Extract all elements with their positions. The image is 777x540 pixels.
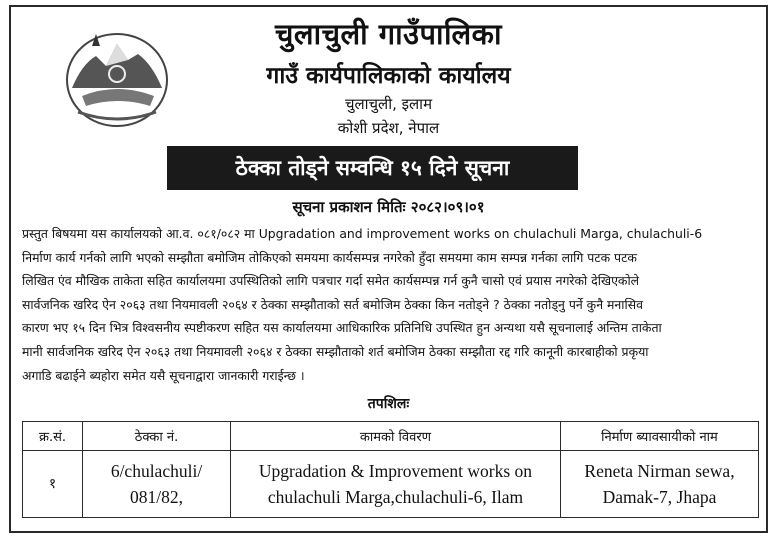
details-heading: तपशिलः	[367, 396, 410, 412]
paragraph-line: सार्वजनिक खरिद ऐन २०६३ तथा नियमावली २०६४ र ठेक्का सम्झौताको सर्त बमोजिम ठेक्का किन नतोड्ने ? ठेक्का नतोड्नु पर्ने कुनै मनासिव	[22, 296, 643, 312]
header-serial: क्र.सं.	[23, 422, 83, 451]
cell-serial: १	[23, 451, 83, 518]
contract-table	[22, 421, 759, 518]
paragraph-line: लिखित एंव मौखिक ताकेता सहित कार्यालयमा उपस्थितिको लागि पत्रचार गर्दा समेत कार्यसम्पन्न गर्न कुनै चासो एवं प्रयास नगरेको देखिएकोले	[22, 273, 640, 289]
cell-line: Upgradation & Improvement works on	[258, 461, 533, 481]
cell-line: Damak-7, Jhapa	[602, 487, 717, 507]
office-name: गाउँ कार्यपालिकाको कार्यालय	[266, 63, 511, 89]
header-contractor: निर्माण ब्यावसायीको नाम	[561, 422, 759, 451]
paragraph-line: अगाडि बढाईने ब्यहोरा समेत यसै सूचनाद्वारा जानकारी गराईन्छ ।	[22, 367, 305, 383]
paragraph-line: कारण भए १५ दिन भित्र विश्वसनीय स्पष्टीकरण सहित यस कार्यालयमा आधिकारिक प्रतिनिधि उपस्थित हुन अन्यथा यसै सूचनालाई अन्तिम ताकेता	[22, 320, 662, 336]
cell-line: 081/82,	[130, 487, 183, 507]
cell-contractor	[561, 451, 759, 518]
municipality-name: चुलाचुली गाउँपालिका	[275, 17, 502, 51]
province-line: कोशी प्रदेश, नेपाल	[337, 119, 440, 137]
paragraph-line: मानी सार्वजनिक खरिद ऐन २०६३ तथा नियमावली २०६४ र ठेक्का सम्झौताको शर्त बमोजिम ठेक्का सम्झौता रद्द गरि कानूनी कारबाहीको प्रकृया	[22, 343, 649, 359]
cell-line: chulachuli Marga,chulachuli-6, Ilam	[267, 487, 524, 507]
cell-line: 6/chulachuli/	[110, 461, 203, 481]
cell-description	[231, 451, 561, 518]
table-header-row	[23, 422, 759, 451]
header-description: कामको विवरण	[231, 422, 561, 451]
cell-line: Reneta Nirman sewa,	[584, 461, 735, 481]
notice-paragraph	[22, 222, 762, 387]
notice-title-banner: ठेक्का तोड्ने सम्वन्धि १५ दिने सूचना	[167, 146, 578, 190]
cell-contract-no	[83, 451, 231, 518]
paragraph-line: निर्माण कार्य गर्नको लागि भएको सम्झौता बमोजिम तोकिएको समयमा कार्यसम्पन्न नगरेको हुँदा समयमा काम सम्पन्न गर्नका लागि पटक पटक	[22, 249, 637, 265]
header-contract-no: ठेक्का नं.	[83, 422, 231, 451]
paragraph-line: प्रस्तुत बिषयमा यस कार्यालयको आ.व. ०८१/०८२ मा Upgradation and improvement works on chulachuli Marga, chulachuli-6	[22, 226, 703, 241]
publish-date: सूचना प्रकाशन मितिः २०८२।०९।०१	[292, 198, 485, 216]
office-location: चुलाचुली, इलाम	[344, 95, 433, 113]
table-row	[23, 451, 759, 518]
